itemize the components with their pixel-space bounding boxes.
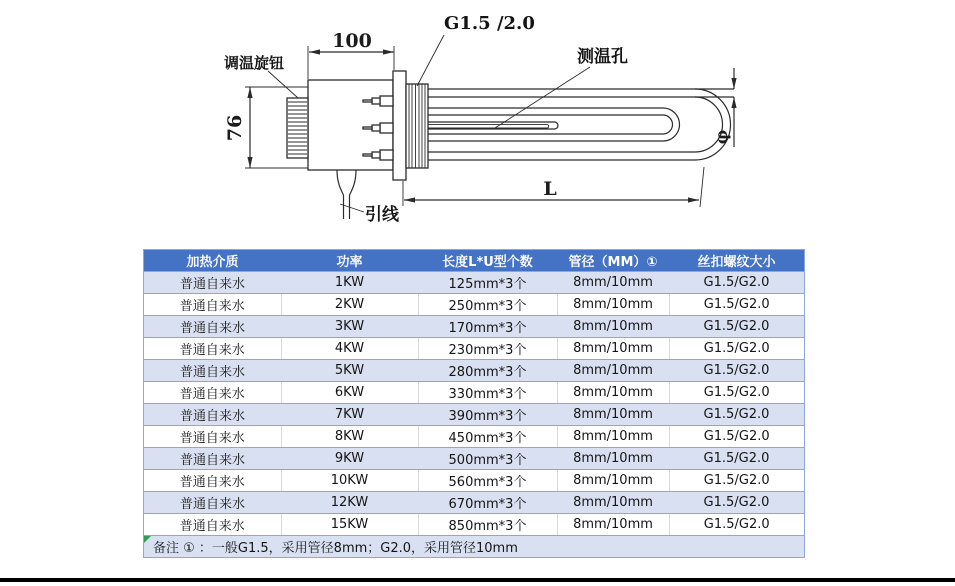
- thermostat-housing: [287, 71, 428, 180]
- cell: G1.5/G2.0: [669, 294, 805, 316]
- cell: 8mm/10mm: [557, 404, 669, 426]
- cell: 8mm/10mm: [557, 514, 669, 536]
- cell: G1.5/G2.0: [669, 316, 805, 338]
- cell: 9KW: [281, 448, 418, 470]
- dim-length-label: L: [543, 178, 557, 200]
- header-pipe-diameter: 管径（MM）①: [557, 250, 669, 272]
- cell: G1.5/G2.0: [669, 272, 805, 294]
- dim-100: [308, 30, 394, 79]
- callout-thread: [417, 13, 535, 86]
- cell: 普通自来水: [144, 338, 282, 360]
- note-row: [144, 536, 805, 558]
- table-row: [144, 316, 805, 338]
- cell: 8mm/10mm: [557, 294, 669, 316]
- cell: 8mm/10mm: [557, 470, 669, 492]
- bottom-divider: [0, 578, 955, 582]
- lead-wire-label: 引线: [365, 205, 399, 225]
- heating-tubes: [427, 89, 734, 160]
- cell: G1.5/G2.0: [669, 470, 805, 492]
- thread-label: G1.5 /2.0: [444, 13, 535, 34]
- cell: 8KW: [281, 426, 418, 448]
- header-length: 长度L*U型个数: [418, 250, 557, 272]
- table-row: [144, 470, 805, 492]
- note-text: 备注 ① ：一般G1.5，采用管径8mm；G2.0，采用管径10mm: [153, 541, 518, 556]
- dim-diameter-label: φ: [712, 129, 731, 145]
- cell: 250mm*3个: [418, 294, 557, 316]
- cell: 8mm/10mm: [557, 448, 669, 470]
- cell: 10KW: [281, 470, 418, 492]
- cell: 5KW: [281, 360, 418, 382]
- cell: 15KW: [281, 514, 418, 536]
- cell: 450mm*3个: [418, 426, 557, 448]
- table-row: [144, 382, 805, 404]
- knob-label: 调温旋钮: [224, 54, 285, 72]
- cell: 170mm*3个: [418, 316, 557, 338]
- cell: 6KW: [281, 382, 418, 404]
- table-row: [144, 426, 805, 448]
- cell: 1KW: [281, 272, 418, 294]
- comment-triangle-icon: [144, 536, 151, 543]
- cell: G1.5/G2.0: [669, 492, 805, 514]
- dim-diameter: [712, 68, 737, 147]
- cell: 4KW: [281, 338, 418, 360]
- dim-length: [403, 167, 704, 207]
- cell: 7KW: [281, 404, 418, 426]
- cell: 8mm/10mm: [557, 316, 669, 338]
- callout-knob: [224, 54, 298, 98]
- cell: 普通自来水: [144, 360, 282, 382]
- cell: 330mm*3个: [418, 382, 557, 404]
- cell: 230mm*3个: [418, 338, 557, 360]
- cell: 8mm/10mm: [557, 382, 669, 404]
- cell: 12KW: [281, 492, 418, 514]
- table-row: [144, 448, 805, 470]
- cell: 普通自来水: [144, 316, 282, 338]
- cell: 普通自来水: [144, 492, 282, 514]
- lead-wire: [337, 170, 364, 219]
- cell: 普通自来水: [144, 294, 282, 316]
- cell: 普通自来水: [144, 448, 282, 470]
- header-heating-medium: 加热介质: [144, 250, 282, 272]
- table-header-row: [144, 250, 805, 272]
- cell: 普通自来水: [144, 404, 282, 426]
- cell: 8mm/10mm: [557, 272, 669, 294]
- cell: 390mm*3个: [418, 404, 557, 426]
- header-power: 功率: [281, 250, 418, 272]
- header-thread-size: 丝扣螺纹大小: [669, 250, 805, 272]
- cell: 2KW: [281, 294, 418, 316]
- cell: G1.5/G2.0: [669, 338, 805, 360]
- cell: 500mm*3个: [418, 448, 557, 470]
- cell: 8mm/10mm: [557, 492, 669, 514]
- cell: G1.5/G2.0: [669, 426, 805, 448]
- callout-temp-hole: [495, 46, 628, 128]
- cell: G1.5/G2.0: [669, 514, 805, 536]
- cell: G1.5/G2.0: [669, 448, 805, 470]
- cell: 8mm/10mm: [557, 338, 669, 360]
- adjust-knob: [287, 98, 308, 158]
- cell: 普通自来水: [144, 514, 282, 536]
- table-row: [144, 360, 805, 382]
- cell: G1.5/G2.0: [669, 404, 805, 426]
- cell: G1.5/G2.0: [669, 360, 805, 382]
- table-row: [144, 492, 805, 514]
- cell: 280mm*3个: [418, 360, 557, 382]
- cell: 850mm*3个: [418, 514, 557, 536]
- table-row: [144, 294, 805, 316]
- table-row: [144, 514, 805, 536]
- note-cell: [144, 536, 805, 558]
- cell: 3KW: [281, 316, 418, 338]
- heater-technical-drawing: [0, 0, 955, 245]
- spec-table: [143, 249, 805, 558]
- cell: 8mm/10mm: [557, 426, 669, 448]
- cell: 普通自来水: [144, 272, 282, 294]
- dim-76-label: 76: [224, 114, 246, 142]
- cell: G1.5/G2.0: [669, 382, 805, 404]
- dim-100-label: 100: [332, 30, 372, 52]
- cell: 8mm/10mm: [557, 360, 669, 382]
- cell: 普通自来水: [144, 470, 282, 492]
- cell: 670mm*3个: [418, 492, 557, 514]
- cell: 560mm*3个: [418, 470, 557, 492]
- flange-plate: [393, 71, 406, 180]
- table-row: [144, 338, 805, 360]
- table-row: [144, 272, 805, 294]
- temp-hole-label: 测温孔: [577, 47, 628, 67]
- table-row: [144, 404, 805, 426]
- cell: 普通自来水: [144, 382, 282, 404]
- cell: 普通自来水: [144, 426, 282, 448]
- cell: 125mm*3个: [418, 272, 557, 294]
